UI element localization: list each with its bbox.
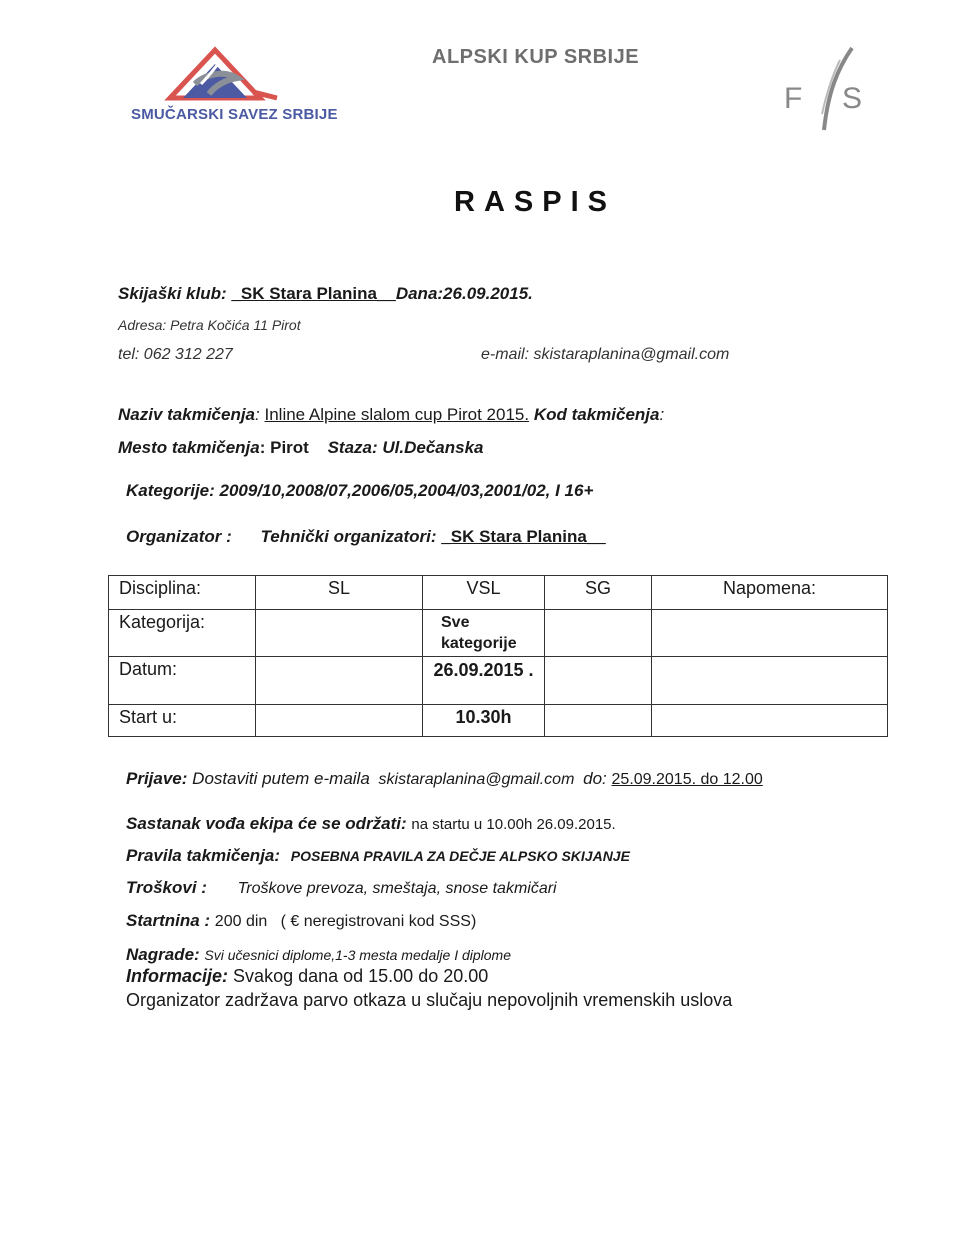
tech-organizer-label: Tehnički organizatori: bbox=[260, 527, 437, 546]
table-row bbox=[109, 610, 888, 657]
cancellation-note: Organizator zadržava parvo otkaza u slučaju nepovoljnih vremenskih uslova bbox=[126, 990, 733, 1010]
vsl-cell: Sve kategorije bbox=[423, 610, 545, 657]
competition-name-line: Naziv takmičenja: Inline Alpine slalom cup Pirot 2015. Kod takmičenja: bbox=[118, 405, 665, 424]
pravila-label: Pravila takmičenja: bbox=[126, 846, 281, 865]
startnina-label: Startnina : bbox=[126, 911, 211, 930]
sastanak-line: Sastanak vođa ekipa će se održati: na startu u 10.00h 26.09.2015. bbox=[126, 814, 616, 833]
club-phone: tel: 062 312 227 bbox=[118, 346, 233, 363]
club-address: Adresa: Petra Kočića 11 Pirot bbox=[118, 317, 301, 333]
table-header: Napomena: bbox=[652, 576, 888, 610]
troskovi-label: Troškovi : bbox=[126, 878, 207, 897]
nagrade-line: Nagrade: Svi učesnici diplome,1-3 mesta medalje I diplome bbox=[126, 945, 512, 964]
svg-text:S: S bbox=[842, 82, 863, 115]
competition-code-label: Kod takmičenja bbox=[533, 405, 660, 424]
competition-name-label: Naziv takmičenja bbox=[118, 405, 256, 424]
table-header: SG bbox=[545, 576, 652, 610]
organizer-label: Organizator : bbox=[126, 527, 232, 546]
troskovi-line: Troškovi : Troškove prevoza, smeštaja, snose takmičari bbox=[126, 878, 557, 897]
federation-logo bbox=[125, 40, 338, 130]
place-label: Mesto takmičenja bbox=[118, 438, 260, 457]
discipline-table bbox=[108, 575, 888, 737]
place-value: : Pirot bbox=[259, 438, 309, 457]
nagrade-label: Nagrade: bbox=[126, 945, 200, 964]
competition-name: Inline Alpine slalom cup Pirot 2015. bbox=[264, 405, 530, 424]
document-title: RASPIS bbox=[454, 186, 616, 218]
row-label: Start u: bbox=[109, 705, 256, 737]
club-label: Skijaški klub: bbox=[118, 284, 227, 303]
row-label: Kategorija: bbox=[109, 610, 256, 657]
organizer-line bbox=[126, 527, 606, 547]
competition-place-line bbox=[118, 438, 483, 458]
fis-logo bbox=[780, 42, 875, 137]
prijave-label: Prijave: bbox=[126, 769, 188, 788]
vsl-cell: 26.09.2015 . bbox=[423, 657, 545, 705]
federation-logo-mark bbox=[125, 40, 325, 110]
vsl-cell: 10.30h bbox=[423, 705, 545, 737]
table-header-row bbox=[109, 576, 888, 610]
row-label: Datum: bbox=[109, 657, 256, 705]
table-row bbox=[109, 657, 888, 705]
track: Staza: Ul.Dečanska bbox=[327, 438, 484, 457]
fis-logo-mark bbox=[780, 42, 875, 137]
table-header: VSL bbox=[423, 576, 545, 610]
club-name: _SK Stara Planina__ bbox=[231, 284, 396, 303]
club-line bbox=[118, 284, 533, 304]
table-row bbox=[109, 705, 888, 737]
svg-text:F: F bbox=[784, 82, 803, 115]
table-header: Disciplina: bbox=[109, 576, 256, 610]
startnina-line: Startnina : 200 din ( € neregistrovani kod SSS) bbox=[126, 911, 477, 930]
club-email: e-mail: skistaraplanina@gmail.com bbox=[481, 346, 730, 363]
cup-title: ALPSKI KUP SRBIJE bbox=[432, 46, 640, 68]
tech-organizer-value: _SK Stara Planina__ bbox=[441, 527, 606, 546]
prijave-deadline: 25.09.2015. do 12.00 bbox=[611, 771, 763, 788]
prijave-email: skistaraplanina@gmail.com bbox=[378, 771, 575, 788]
categories: Kategorije: 2009/10,2008/07,2006/05,2004/03,2001/02, I 16+ bbox=[126, 481, 594, 500]
prijave-line: Prijave: Dostaviti putem e-maila skistaraplanina@gmail.com do: 25.09.2015. do 12.00 bbox=[126, 769, 763, 788]
pravila-line: Pravila takmičenja: POSEBNA PRAVILA ZA DEČJE ALPSKO SKIJANJE bbox=[126, 846, 630, 865]
club-date: Dana:26.09.2015. bbox=[395, 284, 533, 303]
informacije-label: Informacije: bbox=[126, 966, 229, 986]
sastanak-label: Sastanak vođa ekipa će se održati: bbox=[126, 814, 407, 833]
federation-logo-text: SMUČARSKI SAVEZ SRBIJE bbox=[131, 106, 338, 123]
informacije-line: Informacije: Svakog dana od 15.00 do 20.00 bbox=[126, 966, 489, 986]
table-header: SL bbox=[256, 576, 423, 610]
